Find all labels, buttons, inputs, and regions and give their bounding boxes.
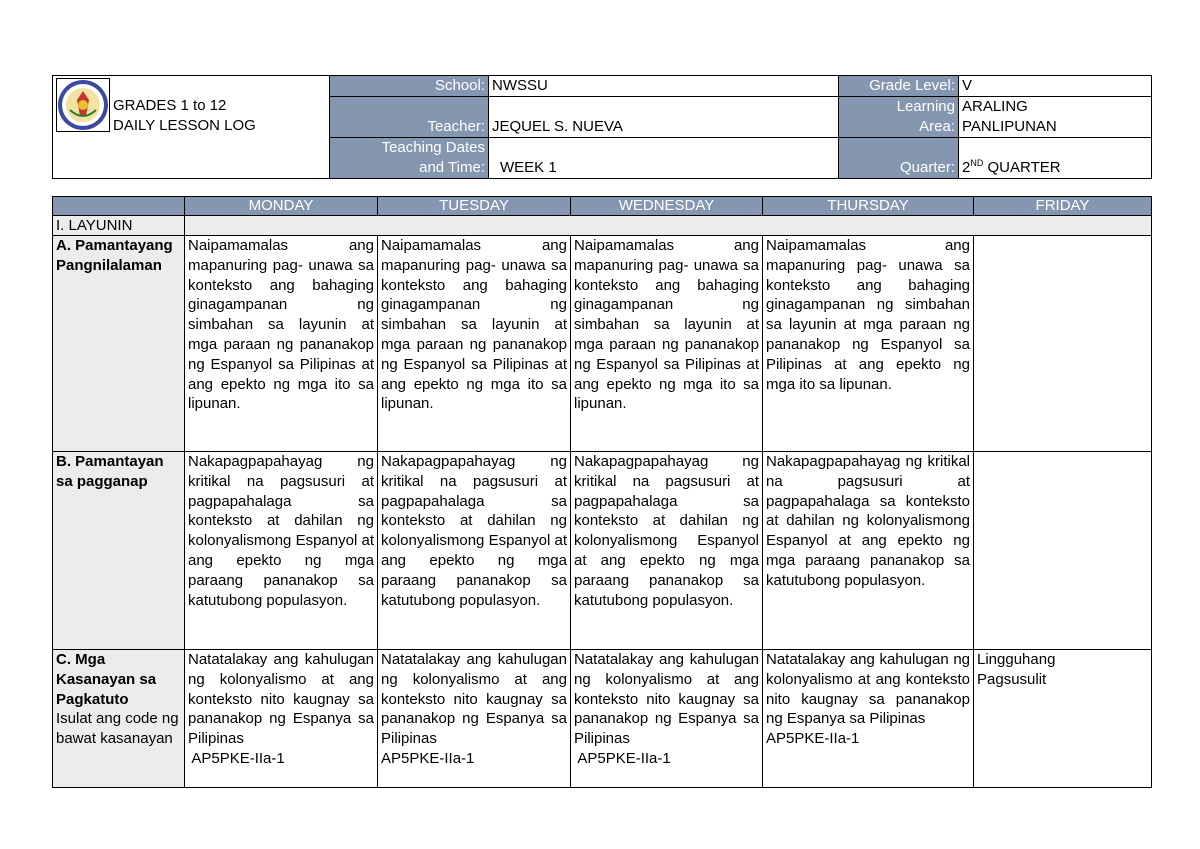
layunin-row bbox=[53, 216, 1152, 236]
kasanayan-note: Isulat ang code ng bawat kasanayan bbox=[56, 710, 179, 748]
quarter-value: 2ND QUARTER bbox=[959, 138, 1152, 179]
table-row bbox=[53, 650, 1152, 788]
row-a-monday: Naipamamalas ang mapanuring pag- unawa sa konteksto ang bahaging ginagampanan ng simbahan sa layunin at mga paraan ng pananakop ng Espanyol sa Pilipinas at ang epekto ng mga ito sa lipunan. bbox=[185, 236, 378, 452]
deped-seal-icon bbox=[56, 78, 110, 132]
day-tuesday: TUESDAY bbox=[378, 197, 571, 216]
title-line-1: GRADES 1 to 12 bbox=[113, 97, 227, 114]
teacher-label: Teacher: bbox=[330, 97, 489, 138]
day-wednesday: WEDNESDAY bbox=[571, 197, 763, 216]
row-a-wednesday: Naipamamalas ang mapanuring pag- unawa sa konteksto ang bahaging ginagampanan ng simbahan sa layunin at mga paraan ng pananakop ng Espanyol sa Pilipinas at ang epekto ng mga ito sa lipunan. bbox=[571, 236, 763, 452]
learning-area-value: ARALING PANLIPUNAN bbox=[959, 97, 1152, 138]
logo-title-cell bbox=[53, 76, 330, 179]
pamantayan-sa-pagganap-heading: B. Pamantayan sa pagganap bbox=[53, 452, 185, 650]
grade-level-label: Grade Level: bbox=[839, 76, 959, 97]
school-value: NWSSU bbox=[489, 76, 839, 97]
grade-level-value: V bbox=[959, 76, 1152, 97]
row-a-tuesday: Naipamamalas ang mapanuring pag- unawa sa konteksto ang bahaging ginagampanan ng simbahan sa layunin at mga paraan ng pananakop ng Espanyol sa Pilipinas at ang epekto ng mga ito sa lipunan. bbox=[378, 236, 571, 452]
row-b-friday bbox=[974, 452, 1152, 650]
competency-code: AP5PKE-IIa-1 bbox=[766, 730, 860, 748]
day-monday: MONDAY bbox=[185, 197, 378, 216]
header-table bbox=[52, 75, 1152, 179]
school-label: School: bbox=[330, 76, 489, 97]
day-header-row bbox=[53, 197, 1152, 216]
learning-area-label: Learning Area: bbox=[839, 97, 959, 138]
competency-code: AP5PKE-IIa-1 bbox=[574, 749, 671, 767]
row-b-thursday: Nakapagpapahayag ng kritikal na pagsusuri at pagpapahalaga sa konteksto at dahilan ng kolonyalismong Espanyol at ang epekto ng mga paraang pananakop sa katutubong populasyon. bbox=[763, 452, 974, 650]
row-c-friday: Lingguhang Pagsusulit bbox=[974, 650, 1152, 788]
day-header-blank bbox=[53, 197, 185, 216]
teaching-dates-value: WEEK 1 bbox=[489, 138, 839, 179]
layunin-heading: I. LAYUNIN bbox=[53, 216, 185, 236]
teacher-value: JEQUEL S. NUEVA bbox=[489, 97, 839, 138]
row-c-tuesday: Natatalakay ang kahulugan ng kolonyalismo at ang konteksto nito kaugnay sa pananakop ng Espanya sa Pilipinas AP5PKE-IIa-1 bbox=[378, 650, 571, 788]
row-b-wednesday: Nakapagpapahayag ng kritikal na pagsusuri at pagpapahalaga sa konteksto at dahilan ng kolonyalismong Espanyol at ang epekto ng mga paraang pananakop sa katutubong populasyon. bbox=[571, 452, 763, 650]
teaching-dates-label: Teaching Dates and Time: bbox=[330, 138, 489, 179]
lesson-log-table bbox=[52, 196, 1152, 788]
competency-code: AP5PKE-IIa-1 bbox=[188, 749, 285, 767]
row-a-thursday: Naipamamalas ang mapanuring pag- unawa sa konteksto ang bahaging ginagampanan ng simbahan sa layunin at mga paraan ng pananakop ng Espanyol sa Pilipinas at ang epekto ng mga ito sa lipunan. bbox=[763, 236, 974, 452]
row-b-monday: Nakapagpapahayag ng kritikal na pagsusuri at pagpapahalaga sa konteksto at dahilan ng kolonyalismong Espanyol at ang epekto ng mga paraang pananakop sa katutubong populasyon. bbox=[185, 452, 378, 650]
table-row bbox=[53, 236, 1152, 452]
layunin-fill bbox=[185, 216, 1152, 236]
day-friday: FRIDAY bbox=[974, 197, 1152, 216]
table-row bbox=[53, 452, 1152, 650]
quarter-label: Quarter: bbox=[839, 138, 959, 179]
competency-code: AP5PKE-IIa-1 bbox=[381, 749, 475, 767]
kasanayan-heading: C. Mga Kasanayan sa Pagkatuto Isulat ang code ng bawat kasanayan bbox=[53, 650, 185, 788]
row-c-wednesday: Natatalakay ang kahulugan ng kolonyalismo at ang konteksto nito kaugnay sa pananakop ng Espanya sa Pilipinas AP5PKE-IIa-1 bbox=[571, 650, 763, 788]
row-a-friday bbox=[974, 236, 1152, 452]
row-c-monday: Natatalakay ang kahulugan ng kolonyalismo at ang konteksto nito kaugnay sa pananakop ng Espanya sa Pilipinas AP5PKE-IIa-1 bbox=[185, 650, 378, 788]
title-line-2: DAILY LESSON LOG bbox=[113, 117, 256, 134]
pamantayang-pangnilalaman-heading: A. Pamantayang Pangnilalaman bbox=[53, 236, 185, 452]
row-c-thursday: Natatalakay ang kahulugan ng kolonyalismo at ang konteksto nito kaugnay sa pananakop ng Espanya sa Pilipinas AP5PKE-IIa-1 bbox=[763, 650, 974, 788]
day-thursday: THURSDAY bbox=[763, 197, 974, 216]
row-b-tuesday: Nakapagpapahayag ng kritikal na pagsusuri at pagpapahalaga sa konteksto at dahilan ng kolonyalismong Espanyol at ang epekto ng mga paraang pananakop sa katutubong populasyon. bbox=[378, 452, 571, 650]
